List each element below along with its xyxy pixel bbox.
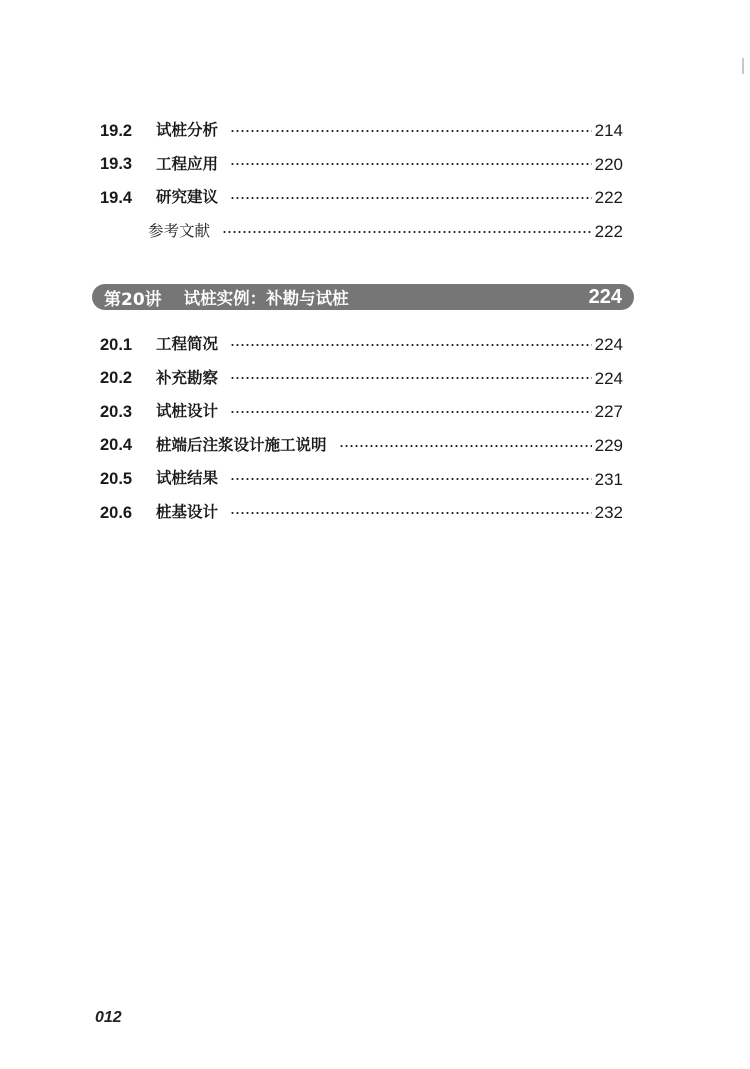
chapter-title: 试桩实例：补勘与试桩 xyxy=(183,289,349,308)
chapter-number: 第20讲 xyxy=(104,289,162,310)
dot-leader xyxy=(230,197,592,199)
toc-entry[interactable] xyxy=(100,496,623,530)
entry-number: 20.1 xyxy=(100,335,133,354)
toc-entry[interactable] xyxy=(100,362,623,396)
page-folio: 012 xyxy=(95,1009,122,1026)
entry-title: 工程应用 xyxy=(156,154,219,173)
entry-page: 227 xyxy=(594,402,623,422)
toc-entry[interactable] xyxy=(100,429,623,463)
toc-entry-references[interactable] xyxy=(100,215,623,249)
entry-title: 试桩设计 xyxy=(156,402,219,421)
entry-page: 231 xyxy=(594,469,623,489)
dot-leader xyxy=(230,411,592,413)
dot-leader xyxy=(339,445,592,447)
entry-title: 补充勘察 xyxy=(156,368,219,387)
dot-leader xyxy=(230,163,592,165)
entry-title: 试桩分析 xyxy=(156,121,219,140)
entry-title: 研究建议 xyxy=(156,188,219,207)
dot-leader xyxy=(230,478,592,480)
entry-number: 20.2 xyxy=(100,369,133,388)
chapter-heading-bar[interactable] xyxy=(92,284,634,310)
dot-leader xyxy=(222,231,592,233)
entry-number: 19.4 xyxy=(100,188,133,207)
dot-leader xyxy=(230,130,592,132)
entry-number: 19.2 xyxy=(100,121,133,140)
toc-entry[interactable] xyxy=(100,395,623,429)
entry-title: 工程简况 xyxy=(156,335,219,354)
toc-entry[interactable] xyxy=(100,148,623,182)
entry-number: 20.6 xyxy=(100,503,133,522)
chapter-page: 224 xyxy=(588,285,622,308)
dot-leader xyxy=(230,512,592,514)
toc-entry[interactable] xyxy=(100,181,623,215)
entry-page: 224 xyxy=(594,335,623,355)
toc-entry[interactable] xyxy=(100,328,623,362)
page-edge-mark xyxy=(742,58,744,74)
toc-entry[interactable] xyxy=(100,114,623,148)
toc-entry[interactable] xyxy=(100,462,623,496)
entry-page: 214 xyxy=(594,121,623,141)
entry-page: 232 xyxy=(594,503,623,523)
entry-title: 桩端后注浆设计施工说明 xyxy=(156,435,327,454)
entry-title: 试桩结果 xyxy=(156,469,219,488)
entry-number: 20.4 xyxy=(100,436,133,455)
entry-number: 20.5 xyxy=(100,469,133,488)
entry-page: 224 xyxy=(594,368,623,388)
entry-page: 222 xyxy=(594,222,623,242)
dot-leader xyxy=(230,344,592,346)
dot-leader xyxy=(230,377,592,379)
entry-page: 222 xyxy=(594,188,623,208)
entry-page: 220 xyxy=(594,154,623,174)
toc-section-20 xyxy=(100,328,623,530)
entry-title: 参考文献 xyxy=(148,221,211,240)
entry-number: 20.3 xyxy=(100,402,133,421)
entry-title: 桩基设计 xyxy=(156,503,219,522)
toc-section-19 xyxy=(100,114,623,248)
entry-number: 19.3 xyxy=(100,155,133,174)
entry-page: 229 xyxy=(594,436,623,456)
